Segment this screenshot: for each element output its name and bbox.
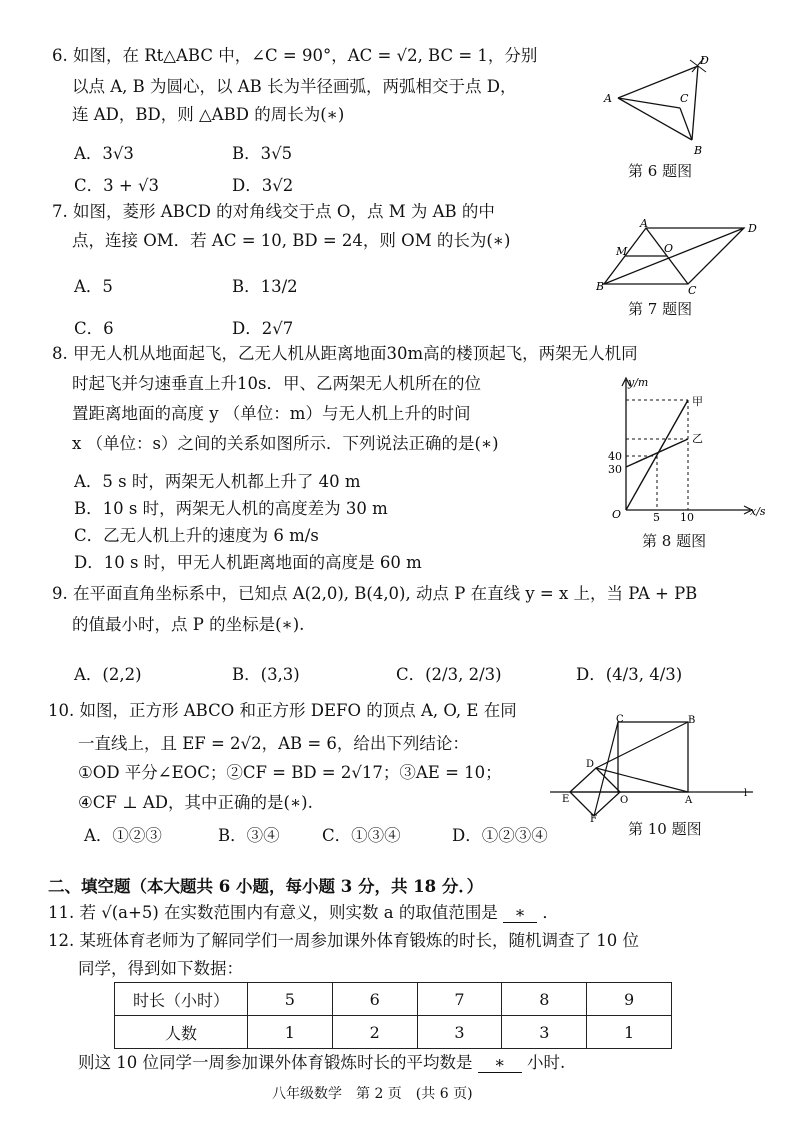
q6-line1: 6. 如图，在 Rt△ABC 中，∠C = 90°，AC = √2, BC = 1，分别 bbox=[52, 46, 538, 65]
table-row-label: 人数 bbox=[115, 1016, 248, 1049]
q9-option-c: C．(2/3, 2/3) bbox=[396, 665, 502, 684]
q8-option-a: A．5 s 时，两架无人机都上升了 40 m bbox=[74, 472, 361, 491]
table-row-header bbox=[115, 983, 672, 1016]
q7-option-a: A．5 bbox=[74, 277, 113, 296]
q8-graph-ytick-30: 30 bbox=[608, 463, 622, 476]
q10-option-a: A．①②③ bbox=[84, 826, 162, 845]
q8-line4: x （单位：s）之间的关系如图所示．下列说法正确的是(∗) bbox=[72, 434, 499, 453]
q6-fig-label-c: C bbox=[680, 92, 689, 105]
q12-table bbox=[114, 982, 672, 1049]
q7-figure-caption: 第 7 题图 bbox=[628, 300, 693, 318]
table-header-cell: 7 bbox=[417, 983, 502, 1016]
table-cell: 3 bbox=[417, 1016, 502, 1049]
q10-fig-label-a: A bbox=[685, 795, 693, 806]
q12-after-post: 小时. bbox=[527, 1053, 566, 1072]
q8-option-b: B．10 s 时，两架无人机的高度差为 30 m bbox=[74, 499, 388, 518]
q6-figure bbox=[600, 52, 715, 162]
q10-figure bbox=[548, 712, 758, 822]
q10-fig-label-l: l bbox=[744, 788, 748, 799]
q9-option-b: B．(3,3) bbox=[232, 665, 300, 684]
q10-line1: 10. 如图，正方形 ABCO 和正方形 DEFO 的顶点 A, O, E 在同 bbox=[48, 701, 517, 720]
q8-graph-ytick-40: 40 bbox=[608, 450, 622, 463]
q6-option-d: D．3√2 bbox=[232, 176, 294, 195]
q6-option-a: A．3√3 bbox=[74, 144, 134, 163]
q6-figure-caption: 第 6 题图 bbox=[628, 162, 693, 180]
q10-fig-label-b: B bbox=[688, 715, 696, 726]
q12-blank: ∗ bbox=[478, 1055, 522, 1073]
q7-option-d: D．2√7 bbox=[232, 319, 294, 338]
q9-option-a: A．(2,2) bbox=[74, 665, 142, 684]
q7-option-c: C．6 bbox=[74, 319, 114, 338]
page-footer: 八年级数学 第 2 页 (共 6 页) bbox=[272, 1086, 473, 1102]
q7-fig-label-a: A bbox=[640, 218, 648, 230]
q6-fig-label-d: D bbox=[700, 54, 709, 67]
q8-figure-caption: 第 8 题图 bbox=[642, 532, 707, 550]
q8-graph-xtick-10: 10 bbox=[680, 511, 694, 522]
q7-fig-label-m: M bbox=[616, 245, 628, 258]
table-cell: 3 bbox=[502, 1016, 587, 1049]
q6-option-c: C．3 + √3 bbox=[74, 176, 159, 195]
q9-option-d: D．(4/3, 4/3) bbox=[576, 665, 683, 684]
table-cell: 2 bbox=[332, 1016, 417, 1049]
q8-graph-origin: O bbox=[612, 508, 622, 521]
q8-graph-series-yi: 乙 bbox=[692, 432, 703, 445]
q6-line3: 连 AD，BD，则 △ABD 的周长为(∗) bbox=[72, 105, 345, 124]
table-row bbox=[115, 1016, 672, 1049]
table-header-cell: 8 bbox=[502, 983, 587, 1016]
q7-figure bbox=[596, 218, 766, 296]
q12-after-line bbox=[78, 1055, 565, 1073]
q11-line bbox=[48, 905, 559, 923]
q10-line3: ①OD 平分∠EOC；②CF = BD = 2√17；③AE = 10； bbox=[78, 763, 502, 782]
q7-fig-label-b: B bbox=[596, 280, 605, 293]
q9-line2: 的值最小时，点 P 的坐标是(∗). bbox=[72, 615, 305, 634]
q10-line2: 一直线上，且 EF = 2√2，AB = 6，给出下列结论： bbox=[78, 734, 469, 753]
table-header-label: 时长（小时） bbox=[115, 983, 248, 1016]
q7-fig-label-o: O bbox=[664, 242, 674, 255]
q10-fig-label-o: O bbox=[620, 795, 629, 806]
table-header-cell: 9 bbox=[587, 983, 672, 1016]
section2-title: 二、填空题（本大题共 6 小题，每小题 3 分，共 18 分．） bbox=[48, 877, 484, 896]
q8-option-c: C．乙无人机上升的速度为 6 m/s bbox=[74, 526, 319, 545]
q11-blank: ∗ bbox=[503, 905, 537, 923]
q10-fig-label-c: C bbox=[616, 714, 624, 725]
q10-option-d: D．①②③④ bbox=[452, 826, 548, 845]
q12-line1: 12. 某班体育老师为了解同学们一周参加课外体育锻炼的时长，随机调查了 10 位 bbox=[48, 931, 639, 950]
table-header-cell: 6 bbox=[332, 983, 417, 1016]
q8-graph-xlabel: x/s bbox=[750, 505, 766, 518]
q11-text: 11. 若 √(a+5) 在实数范围内有意义，则实数 a 的取值范围是 bbox=[48, 903, 498, 922]
q6-fig-label-b: B bbox=[694, 144, 703, 157]
q8-line3: 置距离地面的高度 y （单位：m）与无人机上升的时间 bbox=[72, 404, 471, 423]
q8-graph-series-jia: 甲 bbox=[692, 395, 703, 408]
q12-after-pre: 则这 10 位同学一周参加课外体育锻炼时长的平均数是 bbox=[78, 1053, 473, 1072]
q8-graph-ylabel: y/m bbox=[628, 376, 649, 389]
q10-fig-label-d: D bbox=[586, 759, 595, 770]
q12-line2: 同学，得到如下数据： bbox=[78, 959, 243, 978]
q8-line2: 时起飞并匀速垂直上升10s．甲、乙两架无人机所在的位 bbox=[72, 374, 481, 393]
q6-fig-label-a: A bbox=[604, 92, 612, 105]
q10-figure-caption: 第 10 题图 bbox=[628, 820, 702, 838]
q10-fig-label-e: E bbox=[562, 794, 570, 805]
q10-fig-label-f: F bbox=[590, 814, 597, 822]
q8-line1: 8. 甲无人机从地面起飞，乙无人机从距离地面30m高的楼顶起飞，两架无人机同 bbox=[52, 344, 638, 363]
table-header-cell: 5 bbox=[248, 983, 333, 1016]
q11-end: ． bbox=[542, 903, 559, 922]
q7-option-b: B．13/2 bbox=[232, 277, 298, 296]
q7-line1: 7. 如图，菱形 ABCD 的对角线交于点 O，点 M 为 AB 的中 bbox=[52, 202, 495, 221]
q6-option-b: B．3√5 bbox=[232, 144, 293, 163]
q8-graph bbox=[600, 372, 770, 522]
q6-line2: 以点 A, B 为圆心，以 AB 长为半径画弧，两弧相交于点 D， bbox=[72, 77, 517, 96]
q7-fig-label-c: C bbox=[688, 284, 697, 296]
q10-option-b: B．③④ bbox=[218, 826, 280, 845]
q7-fig-label-d: D bbox=[748, 222, 757, 235]
q7-line2: 点，连接 OM．若 AC = 10, BD = 24，则 OM 的长为(∗) bbox=[72, 231, 511, 250]
q8-option-d: D．10 s 时，甲无人机距离地面的高度是 60 m bbox=[74, 553, 422, 572]
table-cell: 1 bbox=[248, 1016, 333, 1049]
q10-line4: ④CF ⊥ AD，其中正确的是(∗). bbox=[78, 793, 313, 812]
table-cell: 1 bbox=[587, 1016, 672, 1049]
q9-line1: 9. 在平面直角坐标系中，已知点 A(2,0), B(4,0), 动点 P 在直线 y = x 上，当 PA + PB bbox=[52, 584, 698, 603]
q8-graph-xtick-5: 5 bbox=[653, 511, 660, 522]
q10-option-c: C．①③④ bbox=[322, 826, 401, 845]
